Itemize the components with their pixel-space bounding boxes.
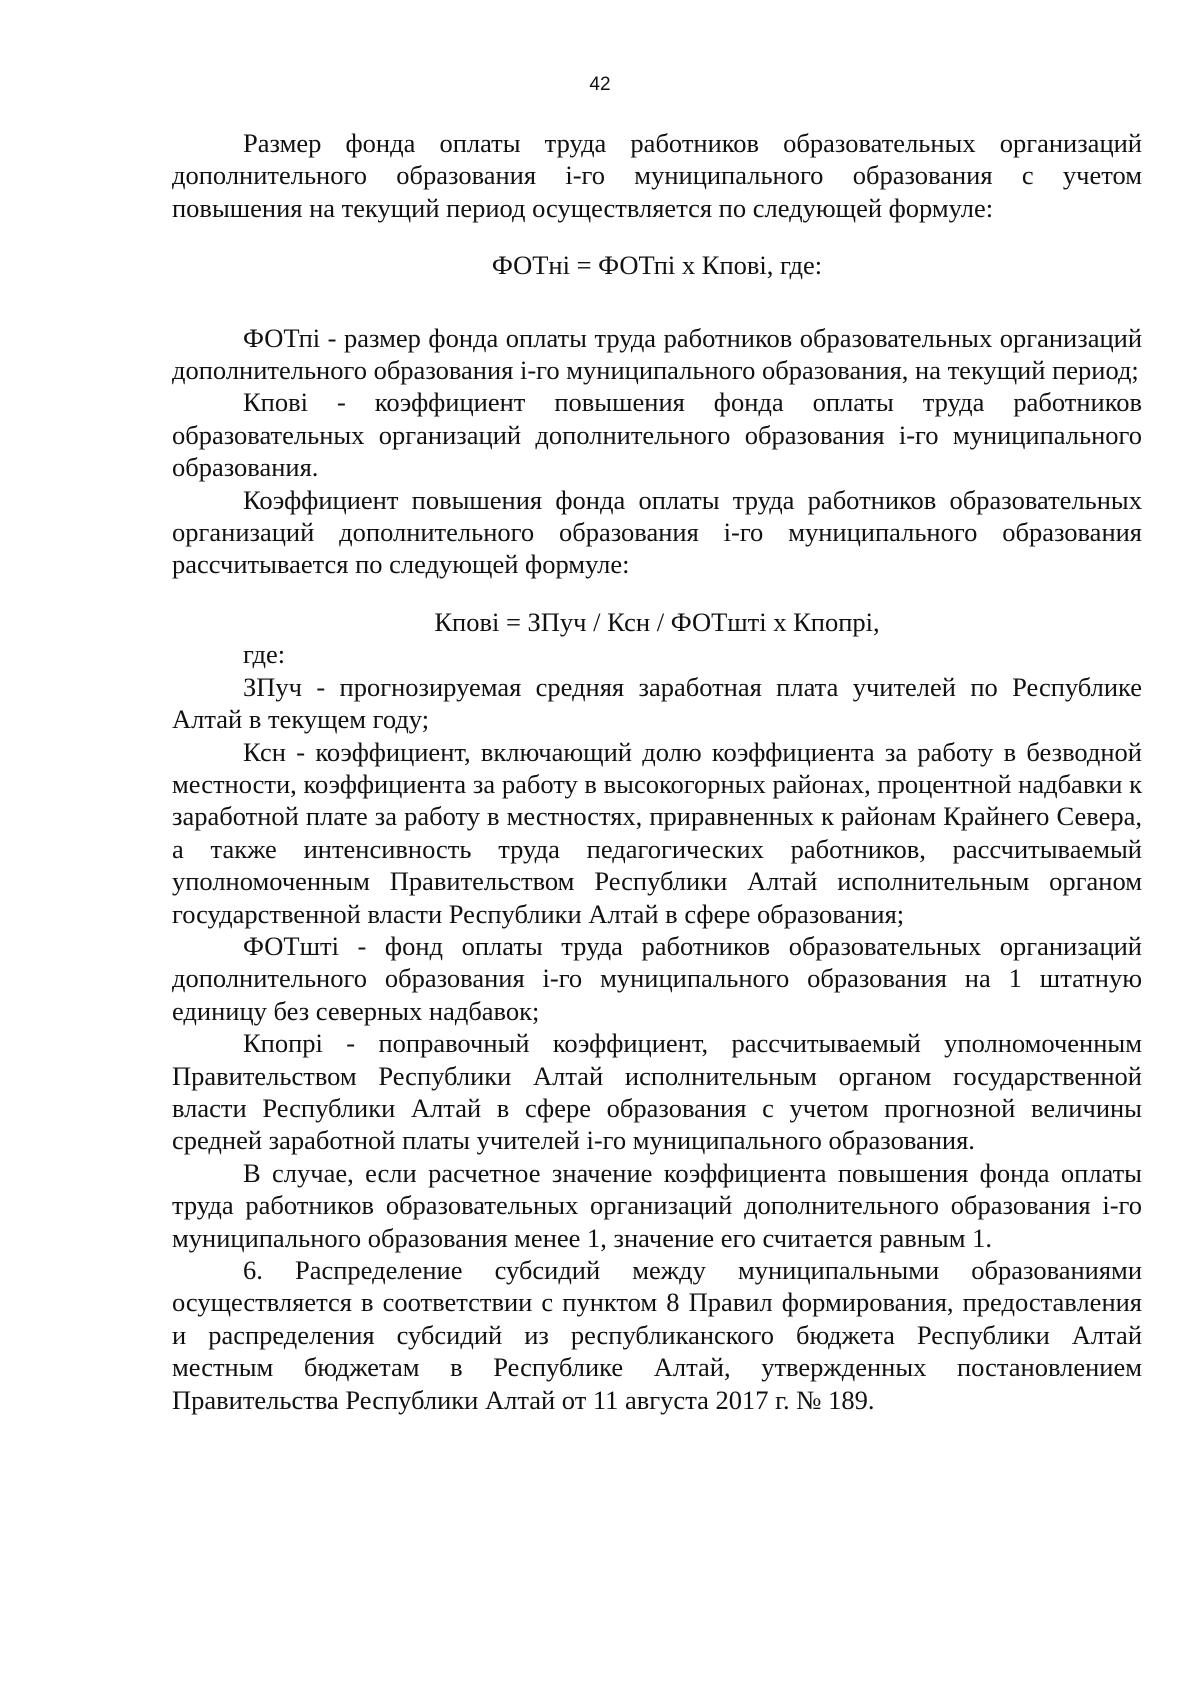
paragraph-fot-pi-definition: ФОТпi - размер фонда оплаты труда работников образовательных организаций дополнительного образования i-го муниципального образования, на текущий период;: [172, 322, 1142, 386]
formula-kpov: Кповi = ЗПуч / Ксн / ФОТштi х Кпопрi,: [434, 606, 880, 637]
paragraph-kpopr-definition: Кпопрi - поправочный коэффициент, рассчитываемый уполномоченным Правительством Республики Алтай исполнительным органом государственной власти Республики Алтай в сфере образования с учетом прогнозной величины средней заработной платы учителей i-го муниципального образования.: [172, 1028, 1142, 1156]
paragraph-minimum-value: В случае, если расчетное значение коэффициента повышения фонда оплаты труда работников образовательных организаций дополнительного образования i-го муниципального образования менее 1, значение его считается равным 1.: [172, 1157, 1142, 1253]
paragraph-fot-shti-definition: ФОТштi - фонд оплаты труда работников образовательных организаций дополнительного образования i-го муниципального образования на 1 штатную единицу без северных надбавок;: [172, 930, 1142, 1026]
formula-fot-ni: ФОТнi = ФОТпi х Кповi, где:: [491, 250, 823, 281]
paragraph-ksn-definition: Ксн - коэффициент, включающий долю коэффициента за работу в безводной местности, коэффициента за работу в высокогорных районах, процентной надбавки к заработной плате за работу в местностях, приравненных к районам Крайнего Севера, а также интенсивность труда педагогических работников, рассчитываемый уполномоченным Правительством Республики Алтай исполнительным органом государственной власти Республики Алтай в сфере образования;: [172, 736, 1142, 929]
document-body: [172, 127, 1142, 1416]
paragraph-kpov-definition: Кповi - коэффициент повышения фонда оплаты труда работников образовательных организаций дополнительного образования i-го муниципального образования.: [172, 387, 1142, 483]
where-label: где:: [243, 639, 286, 670]
page-number: 42: [589, 74, 611, 95]
paragraph-subsidy-distribution: 6. Распределение субсидий между муниципальными образованиями осуществляется в соответствии с пунктом 8 Правил формирования, предоставления и распределения субсидий из республиканского бюджета Республики Алтай местным бюджетам в Республике Алтай, утвержденных постановлением Правительства Республики Алтай от 11 августа 2017 г. № 189.: [172, 1255, 1142, 1415]
paragraph-zpuch-definition: ЗПуч - прогнозируемая средняя заработная плата учителей по Республике Алтай в текущем году;: [172, 671, 1142, 735]
paragraph-fund-size-intro: Размер фонда оплаты труда работников образовательных организаций дополнительного образования i-го муниципального образования с учетом повышения на текущий период осуществляется по следующей формуле:: [172, 128, 1142, 223]
paragraph-coefficient-intro: Коэффициент повышения фонда оплаты труда работников образовательных организаций дополнительного образования i-го муниципального образования рассчитывается по следующей формуле:: [172, 484, 1142, 580]
